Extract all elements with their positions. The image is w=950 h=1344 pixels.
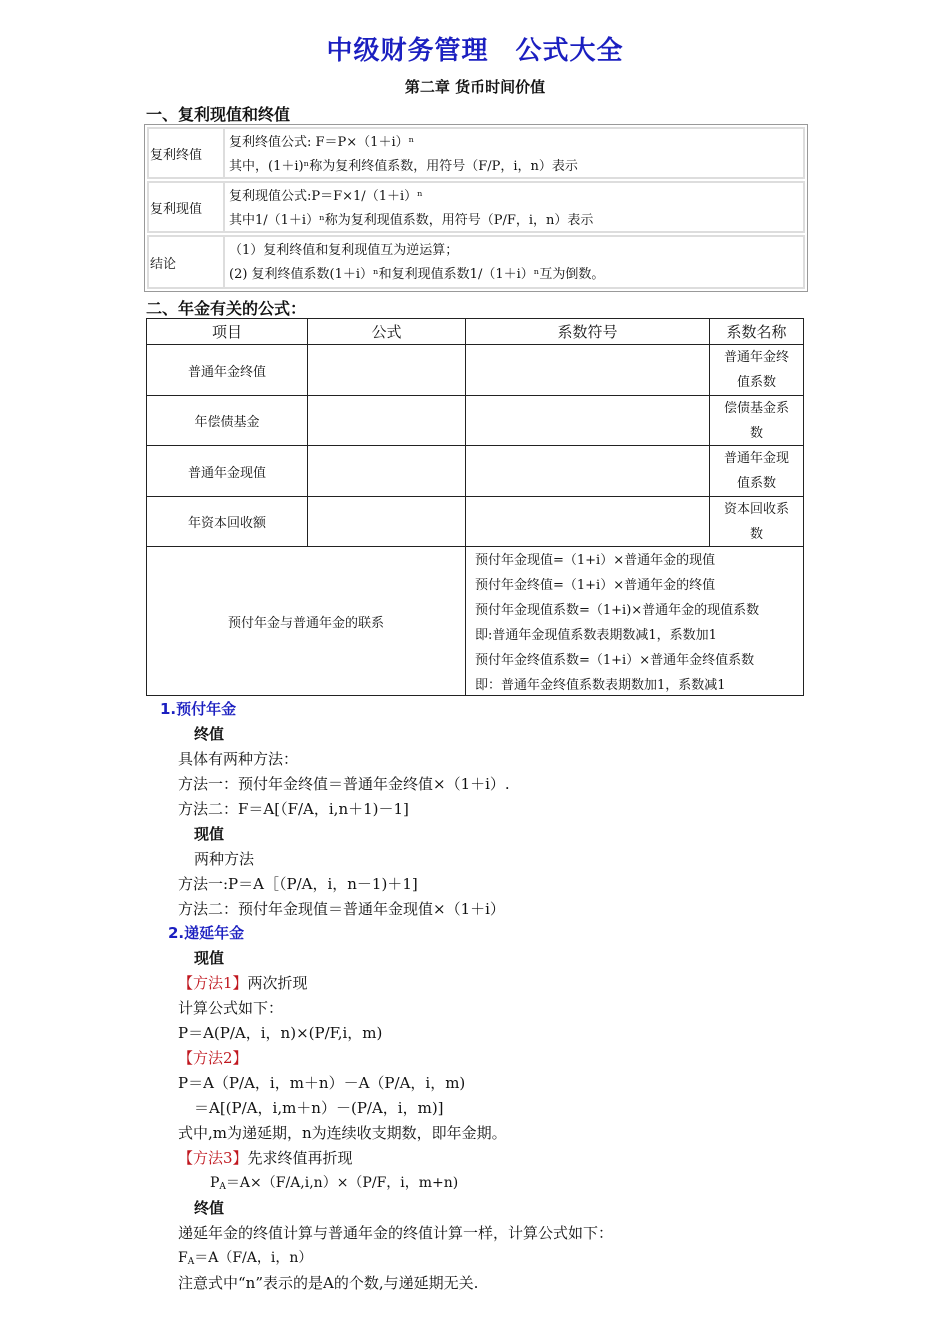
fv-formula: $F_A=A(F/A$，i，n） <box>178 1250 313 1267</box>
header-item: 项目 <box>147 319 308 345</box>
deferred-annuity-heading: 2.递延年金 <box>168 924 245 942</box>
chapter-heading: 第二章 货币时间价值 <box>404 78 546 96</box>
text-line: 方法二：预付年金现值＝普通年金现值×（1＋i） <box>178 900 505 918</box>
header-symbol: 系数符号 <box>466 319 710 345</box>
pv-heading: 现值 <box>194 825 225 843</box>
row-item: 年偿债基金 <box>147 396 308 446</box>
row-symbol <box>466 497 710 547</box>
row-formula <box>308 396 466 446</box>
row-label: 结论 <box>149 237 225 287</box>
row-content: 复利终值公式: F＝P×（1＋i）ⁿ 其中，(1＋i)ⁿ称为复利终值系数，用符号（F/P，i，n）表示 <box>229 135 578 174</box>
annuity-due-heading: 1.预付年金 <box>160 700 237 718</box>
document-title: 中级财务管理 公式大全 <box>326 36 624 66</box>
text-line: 计算公式如下： <box>178 999 284 1017</box>
header-name: 系数名称 <box>710 319 803 345</box>
row-item: 普通年金终值 <box>147 345 308 396</box>
fv-heading: 终值 <box>194 725 225 743</box>
row-label: 复利现值 <box>149 183 225 231</box>
compound-interest-table <box>144 124 808 292</box>
text-line: P＝A(P/A，i，n)×(P/F,i，m) <box>178 1024 383 1042</box>
row-content: 复利现值公式:P＝F×1/（1＋i）ⁿ 其中1/（1＋i）ⁿ称为复利现值系数，用符号（P/F，i，n）表示 <box>229 189 594 228</box>
method1-line: 【方法1】两次折现 <box>178 974 308 992</box>
method3-formula: $P_A=A\times(F/A,i,n)\times(P/F$，i，m+n) <box>210 1175 459 1192</box>
note-line: 注意式中“n”表示的是A的个数,与递延期无关. <box>178 1274 479 1292</box>
header-formula: 公式 <box>308 319 466 345</box>
row-symbol <box>466 446 710 497</box>
text-line: P＝A（P/A，i，m＋n）－A（P/A，i，m) <box>178 1074 466 1092</box>
method2-tag: 【方法2】 <box>178 1049 248 1067</box>
row-item: 普通年金现值 <box>147 446 308 497</box>
pv-heading: 现值 <box>194 949 225 967</box>
row-formula <box>308 345 466 396</box>
text-line: 具体有两种方法： <box>178 750 299 768</box>
row-symbol <box>466 396 710 446</box>
section1-heading: 一、复利现值和终值 <box>146 105 291 124</box>
row-coef-name: 资本回收系 数 <box>710 497 803 547</box>
fv-heading: 终值 <box>194 1199 225 1217</box>
text-line: 方法一：预付年金终值＝普通年金终值×（1＋i）. <box>178 775 510 793</box>
row-label: 复利终值 <box>149 129 225 177</box>
annuity-table <box>146 318 804 696</box>
text-line: 递延年金的终值计算与普通年金的终值计算一样，计算公式如下： <box>178 1224 614 1242</box>
table-row <box>147 181 805 233</box>
table-row <box>147 127 805 179</box>
text-line: 两种方法 <box>194 850 255 868</box>
relation-content: 预付年金现值=（1+i）×普通年金的现值 预付年金终值=（1+i）×普通年金的终值 预付年金现值系数=（1+i)×普通年金的现值系数 即:普通年金现值系数表期数减1，系数加1 预付年金终值系数=（1+i）×普通年金终值系数 即：普通年金终值系数表期数加1，系数减1 <box>475 553 760 693</box>
text-line: 方法一:P＝A［（P/A，i，n－1)＋1] <box>178 875 418 893</box>
text-line: 方法二：F＝A[（F/A，i,n＋1)－1] <box>178 800 409 818</box>
row-coef-name: 普通年金终 值系数 <box>710 345 803 396</box>
table-row <box>147 235 805 289</box>
text-line: 式中,m为递延期，n为连续收支期数，即年金期。 <box>178 1124 507 1142</box>
row-formula <box>308 497 466 547</box>
row-coef-name: 普通年金现 值系数 <box>710 446 803 497</box>
row-item: 年资本回收额 <box>147 497 308 547</box>
row-symbol <box>466 345 710 396</box>
row-content: （1）复利终值和复利现值互为逆运算； (2) 复利终值系数(1＋i）ⁿ和复利现值系数1/（1＋i）ⁿ互为倒数。 <box>229 243 605 282</box>
relation-label: 预付年金与普通年金的联系 <box>147 547 466 695</box>
row-formula <box>308 446 466 497</box>
method3-line: 【方法3】先求终值再折现 <box>178 1149 353 1167</box>
text-line: ＝A[(P/A，i,m＋n）－(P/A，i，m)] <box>194 1099 444 1117</box>
row-coef-name: 偿债基金系 数 <box>710 396 803 446</box>
section2-heading: 二、年金有关的公式： <box>146 299 307 318</box>
